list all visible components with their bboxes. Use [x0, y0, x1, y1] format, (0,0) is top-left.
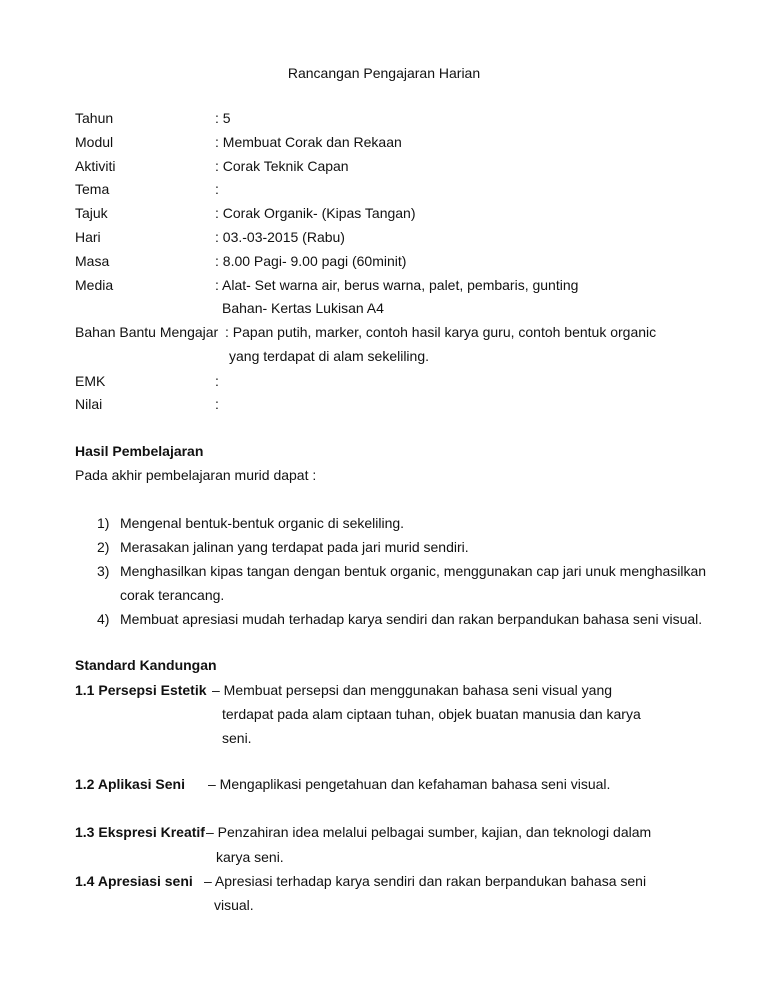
standard-3-text: – Penzahiran idea melalui pelbagai sumber, kajian, dan teknologi dalam	[206, 824, 652, 840]
standard-2-text: – Mengaplikasi pengetahuan dan kefahaman bahasa seni visual.	[208, 776, 611, 792]
info-value-media-line2: Bahan- Kertas Lukisan A4	[222, 300, 384, 316]
info-value-media: : Alat- Set warna air, berus warna, palet, pembaris, gunting	[215, 277, 579, 293]
hasil-item-number: 3)	[97, 563, 110, 579]
hasil-item-text: Membuat apresiasi mudah terhadap karya sendiri dan rakan berpandukan bahasa seni visual.	[120, 611, 703, 627]
page-title: Rancangan Pengajaran Harian	[287, 65, 481, 81]
info-label-tahun: Tahun	[75, 110, 114, 126]
hasil-item-text: Merasakan jalinan yang terdapat pada jari murid sendiri.	[120, 539, 469, 555]
info-value-hari: : 03.-03-2015 (Rabu)	[215, 229, 345, 245]
info-label-tema: Tema	[75, 181, 110, 197]
hasil-item-number: 4)	[97, 611, 110, 627]
info-label-nilai: Nilai	[75, 396, 103, 412]
hasil-item-number: 1)	[97, 515, 110, 531]
hasil-intro: Pada akhir pembelajaran murid dapat :	[75, 467, 317, 483]
standard-3-text-cont: karya seni.	[216, 849, 284, 865]
info-label-tajuk: Tajuk	[75, 205, 108, 221]
standard-3-label: 1.3 Ekspresi Kreatif	[75, 824, 205, 840]
standard-2-label: 1.2 Aplikasi Seni	[75, 776, 185, 792]
info-label-bbm: Bahan Bantu Mengajar	[75, 324, 219, 340]
standard-1-label: 1.1 Persepsi Estetik	[75, 682, 207, 698]
info-value-bbm-line2: yang terdapat di alam sekeliling.	[229, 348, 430, 364]
info-value-tahun: : 5	[215, 110, 231, 126]
info-value-aktiviti: : Corak Teknik Capan	[215, 158, 349, 174]
hasil-item-number: 2)	[97, 539, 110, 555]
standard-4-text: – Apresiasi terhadap karya sendiri dan rakan berpandukan bahasa seni	[204, 873, 647, 889]
info-value-emk: :	[215, 373, 219, 389]
hasil-heading: Hasil Pembelajaran	[75, 443, 204, 459]
info-label-hari: Hari	[75, 229, 101, 245]
info-value-nilai: :	[215, 396, 219, 412]
info-value-bbm: : Papan putih, marker, contoh hasil karya guru, contoh bentuk organic	[225, 324, 657, 340]
info-value-masa: : 8.00 Pagi- 9.00 pagi (60minit)	[215, 253, 407, 269]
hasil-item-text: Menghasilkan kipas tangan dengan bentuk organic, menggunakan cap jari unuk menghasilkan	[120, 563, 707, 579]
info-value-modul: : Membuat Corak dan Rekaan	[215, 134, 402, 150]
standard-4-text-cont: visual.	[214, 897, 254, 913]
info-label-emk: EMK	[75, 373, 106, 389]
standard-heading: Standard Kandungan	[75, 657, 217, 673]
info-label-masa: Masa	[75, 253, 110, 269]
standard-1-text: – Membuat persepsi dan menggunakan bahasa seni visual yang	[212, 682, 613, 698]
hasil-item-text: Mengenal bentuk-bentuk organic di sekeliling.	[120, 515, 405, 531]
standard-1-text-cont: seni.	[222, 730, 252, 746]
standard-4-label: 1.4 Apresiasi seni	[75, 873, 193, 889]
hasil-item-text-cont: corak terancang.	[120, 587, 225, 603]
info-label-aktiviti: Aktiviti	[75, 158, 116, 174]
info-label-modul: Modul	[75, 134, 114, 150]
info-value-tajuk: : Corak Organik- (Kipas Tangan)	[215, 205, 416, 221]
info-value-tema: :	[215, 181, 219, 197]
standard-1-text-cont: terdapat pada alam ciptaan tuhan, objek buatan manusia dan karya	[222, 706, 641, 722]
info-label-media: Media	[75, 277, 114, 293]
